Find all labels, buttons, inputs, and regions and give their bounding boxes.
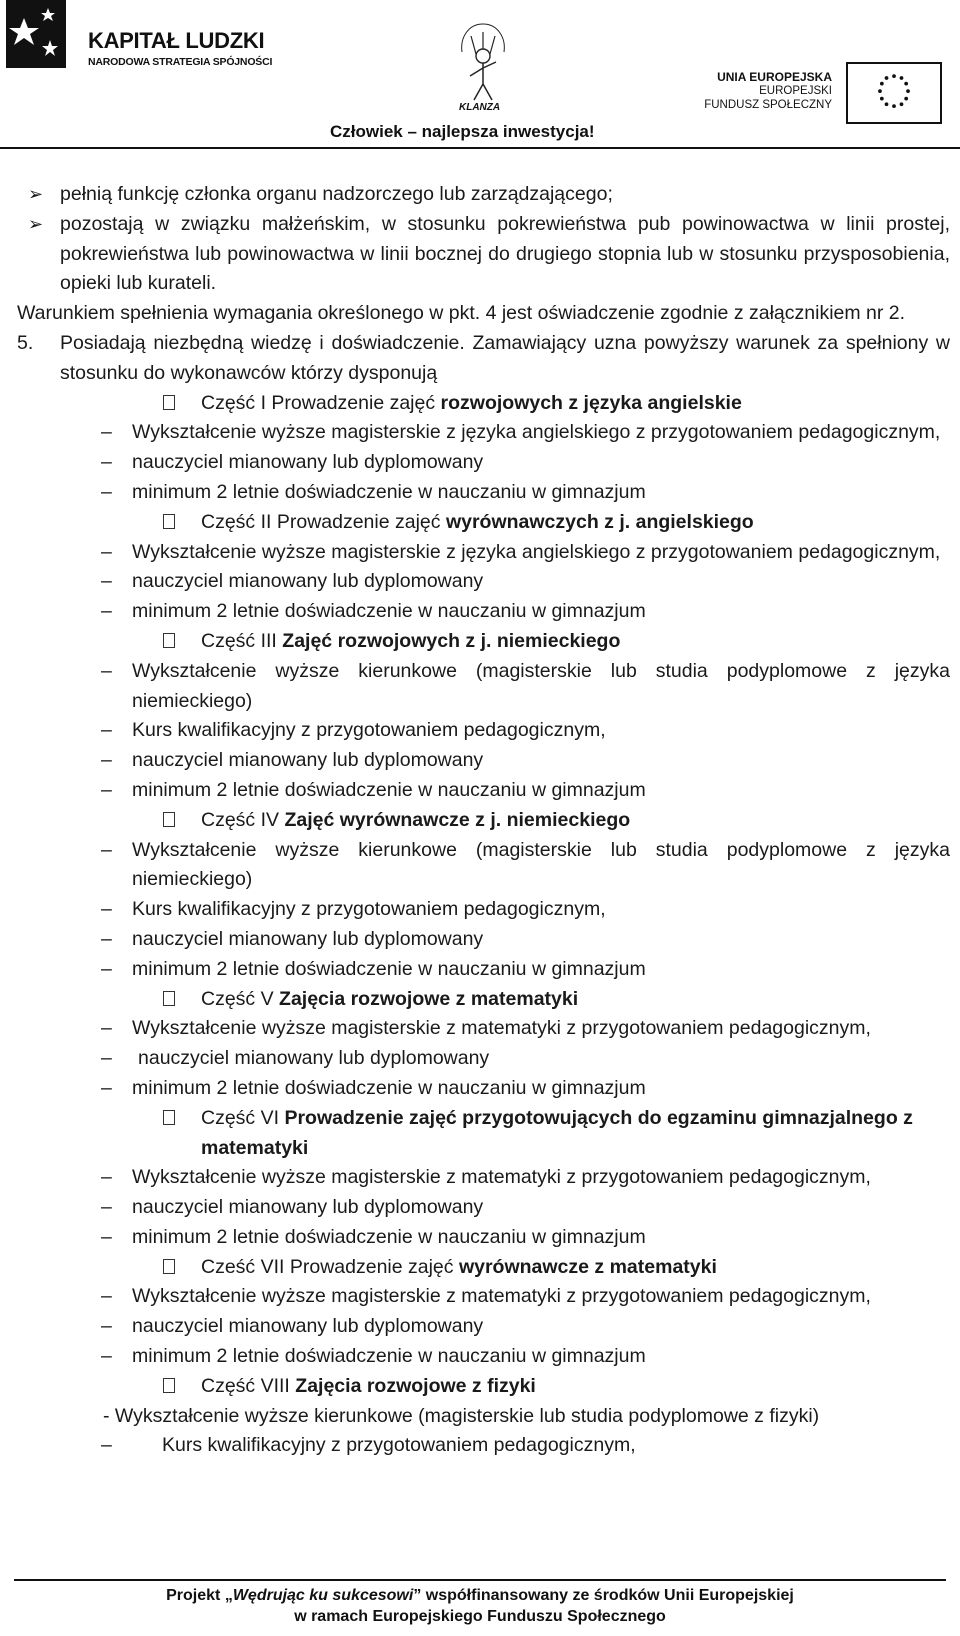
eu-fund-text [700, 70, 832, 112]
requirement-item [0, 1223, 960, 1253]
checkbox-glyph-icon [163, 991, 175, 1006]
section-title: wyrównawcze z matematyki [458, 1255, 717, 1278]
section-heading [0, 1372, 960, 1402]
section-heading [0, 627, 960, 657]
requirement-text: Wykształcenie wyższe magisterskie z języka angielskiego z przygotowaniem pedagogicznym, [132, 421, 941, 444]
requirement-text: minimum 2 letnie doświadczenie w nauczaniu w gimnazjum [132, 480, 646, 503]
dash-bullet-icon: – [101, 1017, 112, 1040]
arrow-bullet-icon: ➢ [28, 184, 44, 204]
dash-bullet-icon: – [101, 1196, 112, 1219]
requirement-item [0, 657, 960, 717]
requirement-text: nauczyciel mianowany lub dyplomowany [132, 570, 484, 593]
dash-bullet-icon: – [101, 600, 112, 623]
requirement-text: Kurs kwalifikacyjny z przygotowaniem pedagogicznym, [132, 898, 606, 921]
footer-line-2: w ramach Europejskiego Funduszu Społecznego [294, 1608, 666, 1625]
footer-line-1-start: Projekt „ [166, 1587, 233, 1604]
section-label: Część VI [201, 1106, 285, 1129]
kapital-ludzki-title: KAPITAŁ LUDZKI [88, 28, 265, 53]
dash-bullet-icon: – [101, 1345, 112, 1368]
paragraph-text: Warunkiem spełnienia wymagania określonego w pkt. 4 jest oświadczenie zgodnie z załącznikiem nr 2. [17, 302, 906, 325]
list-item [0, 180, 960, 210]
section-label: Część I Prowadzenie zajęć [201, 391, 441, 414]
dash-bullet-icon: – [101, 1225, 112, 1248]
requirement-item [0, 716, 960, 746]
eu-line-1: UNIA EUROPEJSKA [717, 70, 832, 84]
dash-bullet-icon: – [101, 421, 112, 444]
dash-bullet-icon: – [101, 719, 112, 742]
requirement-item [0, 746, 960, 776]
dash-bullet-icon: – [101, 1315, 112, 1338]
requirement-text: Kurs kwalifikacyjny z przygotowaniem pedagogicznym, [132, 719, 606, 742]
dash-bullet-icon: – [101, 480, 112, 503]
list-item-text: pełnią funkcję członka organu nadzorczego lub zarządzającego; [60, 183, 613, 205]
project-name: Wędrując ku sukcesowi [232, 1587, 414, 1604]
header-divider [0, 147, 960, 149]
list-item [0, 210, 960, 299]
requirement-item [0, 1044, 960, 1074]
dash-bullet-icon: – [101, 1076, 112, 1099]
requirement-item [0, 1402, 960, 1432]
requirement-text: minimum 2 letnie doświadczenie w nauczaniu w gimnazjum [132, 600, 646, 623]
section-title: Zajęć wyrównawcze z j. niemieckiego [284, 808, 631, 831]
section-title: Zajęcia rozwojowe z matematyki [279, 987, 579, 1010]
requirement-item [0, 538, 960, 568]
section-heading [0, 985, 960, 1015]
dash-bullet-icon: – [101, 749, 112, 772]
klanza-logo-text: KLANZA [459, 102, 501, 113]
section-title: rozwojowych z języka angielskie [440, 391, 742, 414]
footer-line-1-end: ” współfinansowany ze środków Unii Europejskiej [413, 1587, 794, 1604]
kapital-ludzki-subtitle: NARODOWA STRATEGIA SPÓJNOŚCI [88, 56, 273, 68]
requirement-text: Wykształcenie wyższe magisterskie z matematyki z przygotowaniem pedagogicznym, [132, 1017, 871, 1040]
footer-line-1 [0, 1585, 960, 1606]
requirement-text: minimum 2 letnie doświadczenie w nauczaniu w gimnazjum [132, 957, 646, 980]
section-heading [0, 806, 960, 836]
dash-bullet-icon: – [101, 1434, 112, 1457]
requirement-text: Kurs kwalifikacyjny z przygotowaniem pedagogicznym, [162, 1434, 636, 1457]
kapital-ludzki-emblem-icon [6, 0, 78, 72]
requirement-item [0, 1282, 960, 1312]
requirement-item [0, 1312, 960, 1342]
requirement-item [0, 597, 960, 627]
arrow-bullet-icon: ➢ [28, 213, 44, 234]
requirement-text: nauczyciel mianowany lub dyplomowany [132, 451, 484, 474]
requirement-item [0, 567, 960, 597]
section-heading [0, 508, 960, 538]
page-footer [0, 1585, 960, 1627]
list-item-text: pozostają w związku małżeńskim, w stosunku pokrewieństwa pub powinowactwa w linii prostej, pokrewieństwa lub powinowactwa w linii bocznej do drugiego stopnia lub w stosunku przysposobienia, opieki lub kurateli. [60, 212, 950, 295]
requirement-item [0, 1014, 960, 1044]
requirement-item [0, 478, 960, 508]
requirement-text: nauczyciel mianowany lub dyplomowany [132, 749, 484, 772]
requirement-item [0, 418, 960, 448]
section-title: Zajęć rozwojowych z j. niemieckiego [282, 629, 621, 652]
eu-flag-icon [846, 62, 942, 124]
dash-bullet-icon: – [101, 778, 112, 801]
requirement-item [0, 836, 960, 896]
page-header [0, 0, 960, 150]
requirement-item [0, 776, 960, 806]
eu-line-3: FUNDUSZ SPOŁECZNY [704, 99, 832, 111]
requirement-text: nauczyciel mianowany lub dyplomowany [138, 1047, 490, 1070]
eu-line-2: EUROPEJSKI [759, 85, 832, 97]
dash-bullet-icon: – [101, 838, 112, 861]
checkbox-glyph-icon [163, 1259, 175, 1274]
numbered-item-text: Posiadają niezbędną wiedzę i doświadczenie. Zamawiający uzna powyższy warunek za spełniony w stosunku do wykonawców którzy dysponują [60, 331, 950, 384]
requirement-text: nauczyciel mianowany lub dyplomowany [132, 1315, 484, 1338]
requirement-text: Wykształcenie wyższe magisterskie z języka angielskiego z przygotowaniem pedagogicznym, [132, 540, 941, 563]
requirement-text: - Wykształcenie wyższe kierunkowe (magisterskie lub studia podyplomowe z fizyki) [103, 1404, 820, 1427]
section-heading [0, 1253, 960, 1283]
document-body [0, 180, 960, 1461]
checkbox-glyph-icon [163, 633, 175, 648]
section-label: Część III [201, 629, 283, 652]
numbered-item [0, 329, 960, 389]
section-title: Zajęcia rozwojowe z fizyki [295, 1374, 536, 1397]
footer-divider [14, 1579, 946, 1581]
item-number: 5. [17, 331, 34, 354]
section-heading [0, 389, 960, 419]
section-label: Część V [201, 987, 280, 1010]
checkbox-glyph-icon [163, 812, 175, 827]
kapital-ludzki-logo [6, 0, 296, 100]
requirement-text: Wykształcenie wyższe magisterskie z matematyki z przygotowaniem pedagogicznym, [132, 1166, 871, 1189]
dash-bullet-icon: – [101, 927, 112, 950]
section-title: wyrównawczych z j. angielskiego [445, 510, 754, 533]
checkbox-glyph-icon [163, 1378, 175, 1393]
section-heading [0, 1104, 960, 1164]
dash-bullet-icon: – [101, 540, 112, 563]
requirement-text: nauczyciel mianowany lub dyplomowany [132, 1196, 484, 1219]
dash-bullet-icon: – [101, 451, 112, 474]
paragraph [0, 299, 960, 329]
requirement-item [0, 448, 960, 478]
slogan: Człowiek – najlepsza inwestycja! [330, 122, 595, 141]
requirement-item [0, 1074, 960, 1104]
checkbox-glyph-icon [163, 395, 175, 410]
dash-bullet-icon: – [101, 1166, 112, 1189]
section-label: Część VIII [201, 1374, 296, 1397]
dash-bullet-icon: – [101, 1047, 112, 1070]
requirement-text: minimum 2 letnie doświadczenie w nauczaniu w gimnazjum [132, 1345, 646, 1368]
requirement-text: minimum 2 letnie doświadczenie w nauczaniu w gimnazjum [132, 778, 646, 801]
section-label: Cześć VII Prowadzenie zajęć [201, 1255, 459, 1278]
requirement-item [0, 1431, 960, 1461]
requirement-item [0, 895, 960, 925]
requirement-item [0, 1342, 960, 1372]
requirement-text: nauczyciel mianowany lub dyplomowany [132, 927, 484, 950]
dash-bullet-icon: – [101, 659, 112, 682]
checkbox-glyph-icon [163, 514, 175, 529]
dash-bullet-icon: – [101, 570, 112, 593]
requirement-text: minimum 2 letnie doświadczenie w nauczaniu w gimnazjum [132, 1225, 646, 1248]
section-label: Część II Prowadzenie zajęć [201, 510, 446, 533]
requirement-text: minimum 2 letnie doświadczenie w nauczaniu w gimnazjum [132, 1076, 646, 1099]
requirement-text: Wykształcenie wyższe kierunkowe (magisterskie lub studia podyplomowe z języka niemieckiego) [132, 659, 950, 712]
dash-bullet-icon: – [101, 898, 112, 921]
checkbox-glyph-icon [163, 1110, 175, 1125]
dash-bullet-icon: – [101, 957, 112, 980]
requirement-item [0, 1193, 960, 1223]
requirement-text: Wykształcenie wyższe kierunkowe (magisterskie lub studia podyplomowe z języka niemieckiego) [132, 838, 950, 891]
requirement-item [0, 925, 960, 955]
requirement-item [0, 955, 960, 985]
section-title: Prowadzenie zajęć przygotowujących do egzaminu gimnazjalnego z matematyki [201, 1106, 913, 1159]
requirement-item [0, 1163, 960, 1193]
requirement-text: Wykształcenie wyższe magisterskie z matematyki z przygotowaniem pedagogicznym, [132, 1285, 871, 1308]
section-label: Część IV [201, 808, 285, 831]
dash-bullet-icon: – [101, 1285, 112, 1308]
